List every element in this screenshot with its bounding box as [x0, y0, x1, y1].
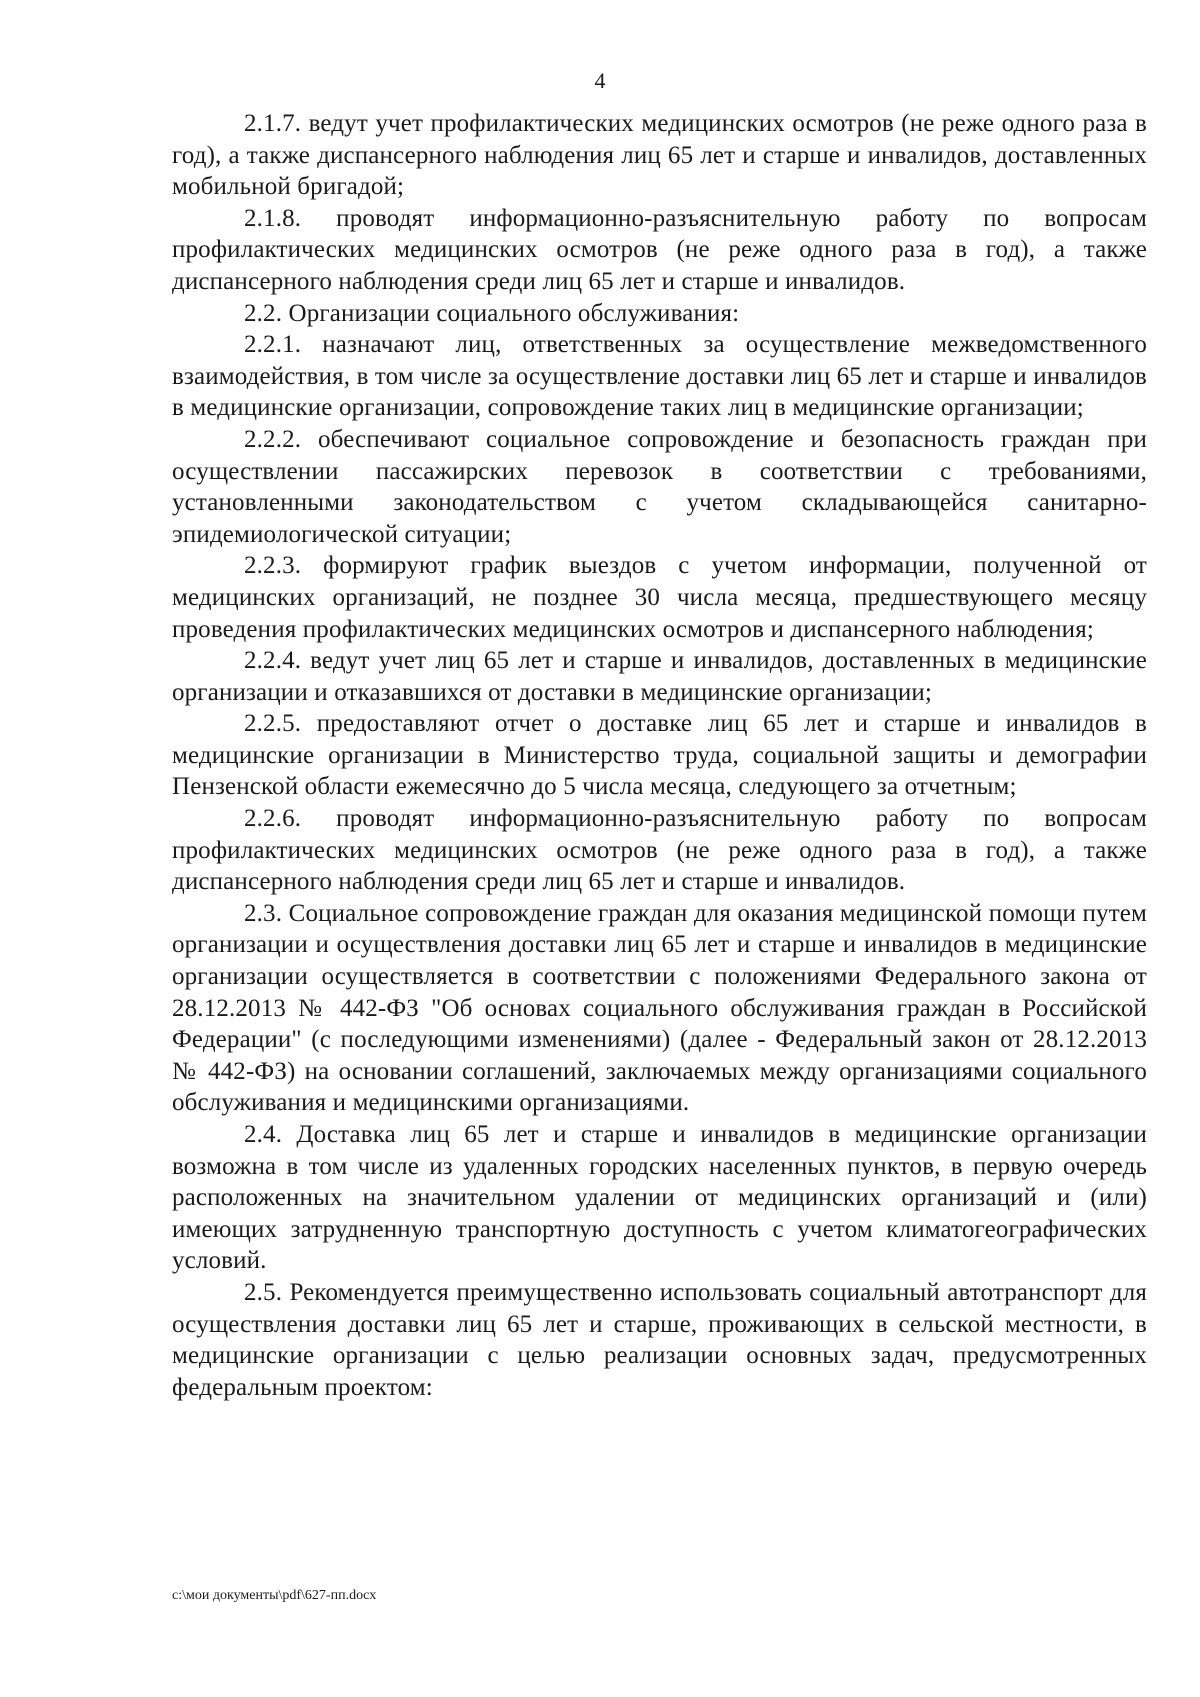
paragraph-2-5: 2.5. Рекомендуется преимущественно использовать социальный автотранспорт для осуществления доставки лиц 65 лет и старше, проживающих в сельской местности, в медицинские организации с целью реализации основных задач, предусмотренных федеральным проектом:	[172, 1278, 1147, 1401]
footer-file-path: c:\мои документы\pdf\627-пп.docx	[172, 1588, 377, 1603]
paragraph-2-2-2: 2.2.2. обеспечивают социальное сопровождение и безопасность граждан при осуществлении пассажирских перевозок в соответствии с требованиями, установленными законодательством с учетом складывающейся санитарно-эпидемиологической ситуации;	[172, 425, 1147, 548]
paragraph-2-1-8: 2.1.8. проводят информационно-разъяснительную работу по вопросам профилактических медицинских осмотров (не реже одного раза в год), а также диспансерного наблюдения среди лиц 65 лет и старше и инвалидов.	[172, 204, 1147, 295]
paragraph-2-2-3: 2.2.3. формируют график выездов с учетом информации, полученной от медицинских организаций, не позднее 30 числа месяца, предшествующего месяцу проведения профилактических медицинских осмотров и диспансерного наблюдения;	[172, 552, 1147, 643]
paragraph-2-3: 2.3. Социальное сопровождение граждан для оказания медицинской помощи путем организации и осуществления доставки лиц 65 лет и старше и инвалидов в медицинские организации осуществляется в соответствии с положениями Федерального закона от 28.12.2013 № 442-ФЗ "Об основах социального обслуживания граждан в Российской Федерации" (с последующими изменениями) (далее - Федеральный закон от 28.12.2013 № 442-ФЗ) на основании соглашений, заключаемых между организациями социального обслуживания и медицинскими организациями.	[172, 899, 1147, 1117]
paragraph-2-2-5: 2.2.5. предоставляют отчет о доставке лиц 65 лет и старше и инвалидов в медицинские организации в Министерство труда, социальной защиты и демографии Пензенской области ежемесячно до 5 числа месяца, следующего за отчетным;	[172, 710, 1147, 801]
paragraph-2-2-4: 2.2.4. ведут учет лиц 65 лет и старше и инвалидов, доставленных в медицинские организации и отказавшихся от доставки в медицинские организации;	[172, 647, 1147, 706]
paragraph-2-2-1: 2.2.1. назначают лиц, ответственных за осуществление межведомственного взаимодействия, в том числе за осуществление доставки лиц 65 лет и старше и инвалидов в медицинские организации, сопровождение таких лиц в медицинские организации;	[172, 331, 1147, 422]
paragraph-2-2-6: 2.2.6. проводят информационно-разъяснительную работу по вопросам профилактических медицинских осмотров (не реже одного раза в год), а также диспансерного наблюдения среди лиц 65 лет и старше и инвалидов.	[172, 805, 1147, 896]
page-number: 4	[594, 68, 606, 93]
paragraph-2-1-7: 2.1.7. ведут учет профилактических медицинских осмотров (не реже одного раза в год), а также диспансерного наблюдения лиц 65 лет и старше и инвалидов, доставленных мобильной бригадой;	[172, 110, 1147, 201]
document-body	[172, 108, 1147, 1403]
paragraph-2-2: 2.2. Организации социального обслуживания:	[244, 299, 740, 327]
paragraph-2-4: 2.4. Доставка лиц 65 лет и старше и инвалидов в медицинские организации возможна в том числе из удаленных городских населенных пунктов, в первую очередь расположенных на значительном удалении от медицинских организаций и (или) имеющих затрудненную транспортную доступность с учетом климатогеографических условий.	[172, 1121, 1147, 1275]
